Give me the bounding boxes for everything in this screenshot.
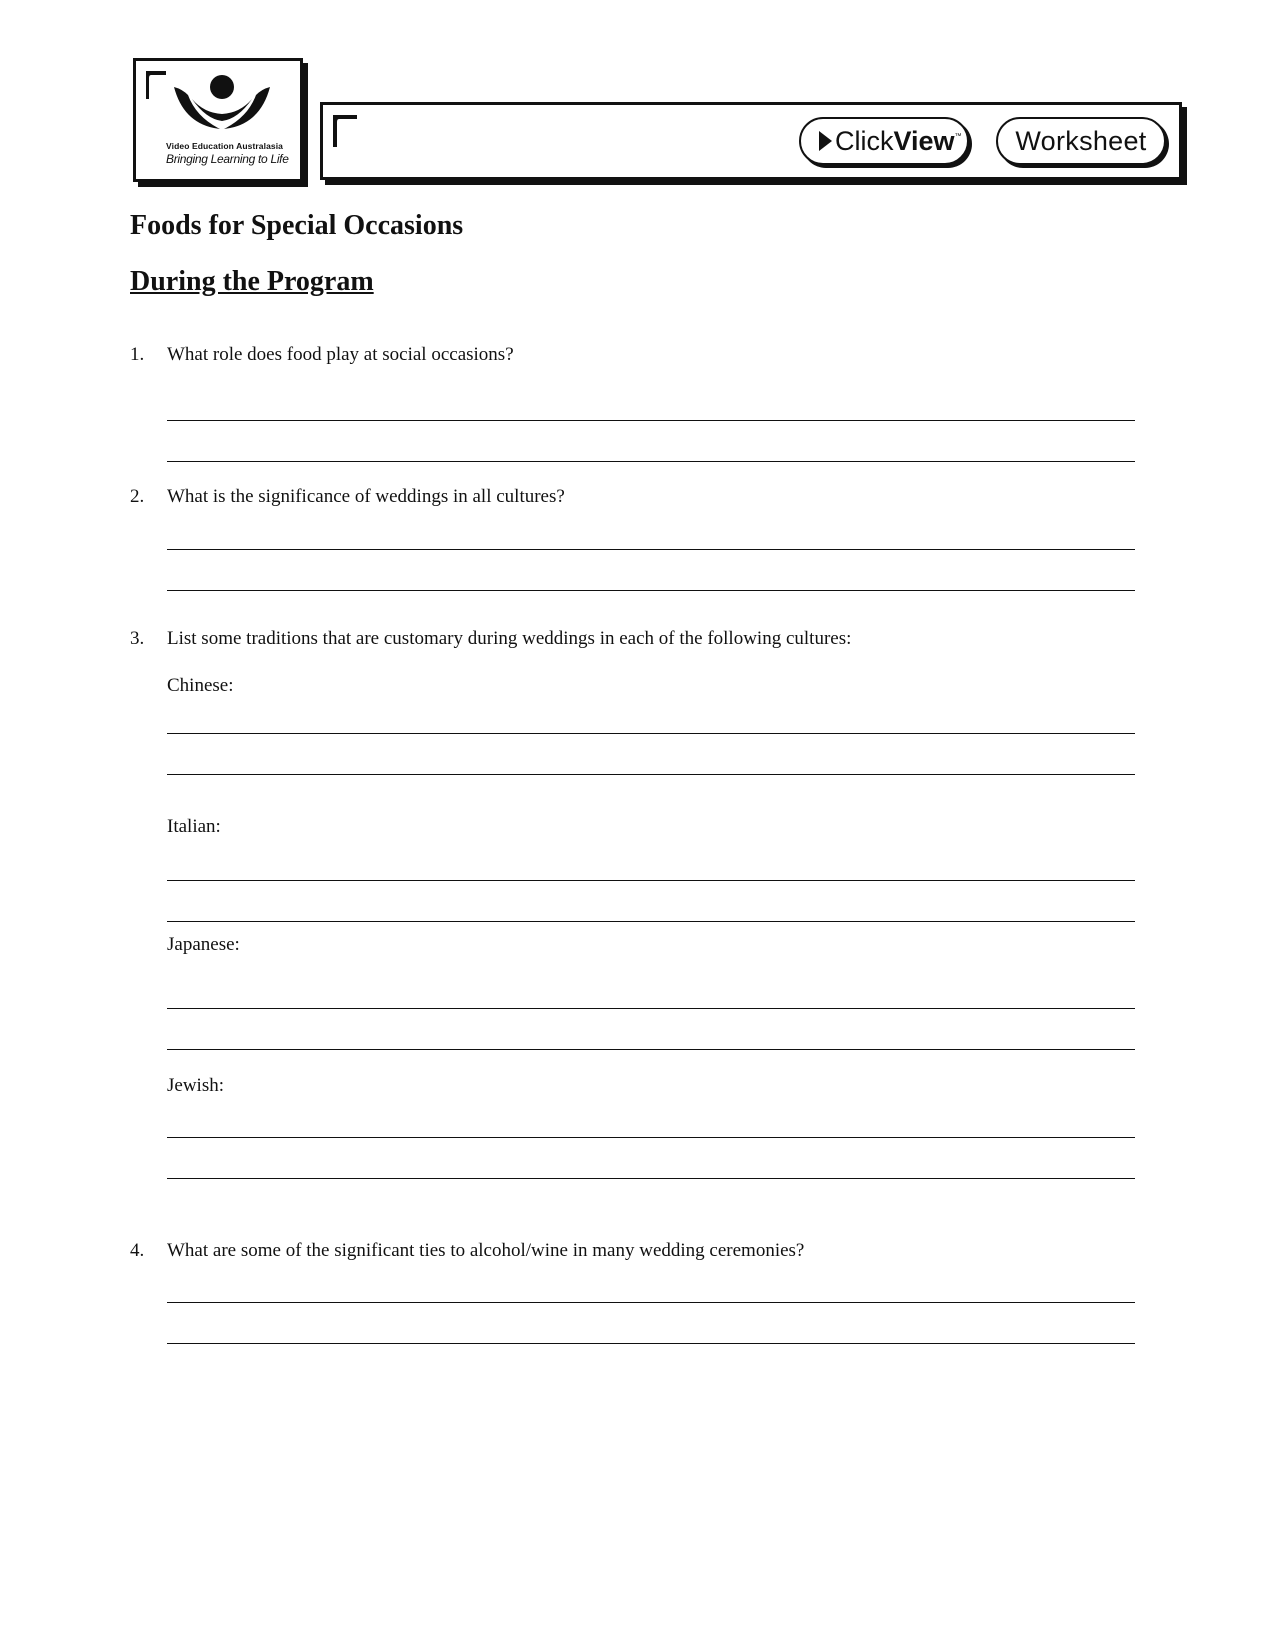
culture-label-jewish: Jewish: (167, 1075, 224, 1096)
answer-line[interactable] (167, 1178, 1135, 1179)
answer-line[interactable] (167, 1049, 1135, 1050)
question-text: List some traditions that are customary during weddings in each of the following cultures: (167, 628, 852, 649)
clickview-badge (799, 117, 969, 165)
header-banner (320, 102, 1182, 180)
question-number: 3. (130, 628, 145, 649)
question-number: 2. (130, 486, 145, 507)
corner-mark-icon (331, 113, 357, 147)
clickview-view-text: View (893, 125, 955, 156)
answer-line[interactable] (167, 774, 1135, 775)
culture-label-chinese: Chinese: (167, 675, 234, 696)
answer-line[interactable] (167, 461, 1135, 462)
corner-mark-icon (144, 69, 166, 99)
answer-line[interactable] (167, 921, 1135, 922)
culture-label-japanese: Japanese: (167, 934, 240, 955)
question-number: 1. (130, 344, 145, 365)
answer-line[interactable] (167, 733, 1135, 734)
answer-line[interactable] (167, 880, 1135, 881)
document-title: Foods for Special Occasions (130, 210, 464, 241)
answer-line[interactable] (167, 590, 1135, 591)
section-heading: During the Program (130, 266, 374, 297)
trademark-symbol: ™ (954, 133, 962, 140)
question-text: What are some of the significant ties to alcohol/wine in many wedding ceremonies? (167, 1240, 805, 1261)
culture-label-italian: Italian: (167, 816, 221, 837)
question-text: What role does food play at social occasions? (167, 344, 514, 365)
question-text: What is the significance of weddings in all cultures? (167, 486, 565, 507)
answer-line[interactable] (167, 1008, 1135, 1009)
logo-org-name: Video Education Australasia (166, 141, 284, 151)
answer-line[interactable] (167, 1343, 1135, 1344)
logo-tagline: Bringing Learning to Life (166, 152, 289, 166)
play-icon (819, 131, 832, 151)
clickview-click-text: Click (835, 125, 894, 156)
answer-line[interactable] (167, 549, 1135, 550)
answer-line[interactable] (167, 1137, 1135, 1138)
question-number: 4. (130, 1240, 145, 1261)
answer-line[interactable] (167, 420, 1135, 421)
answer-line[interactable] (167, 1302, 1135, 1303)
person-emblem-icon (170, 73, 274, 133)
worksheet-badge: Worksheet (996, 117, 1166, 165)
vea-logo (133, 58, 303, 182)
